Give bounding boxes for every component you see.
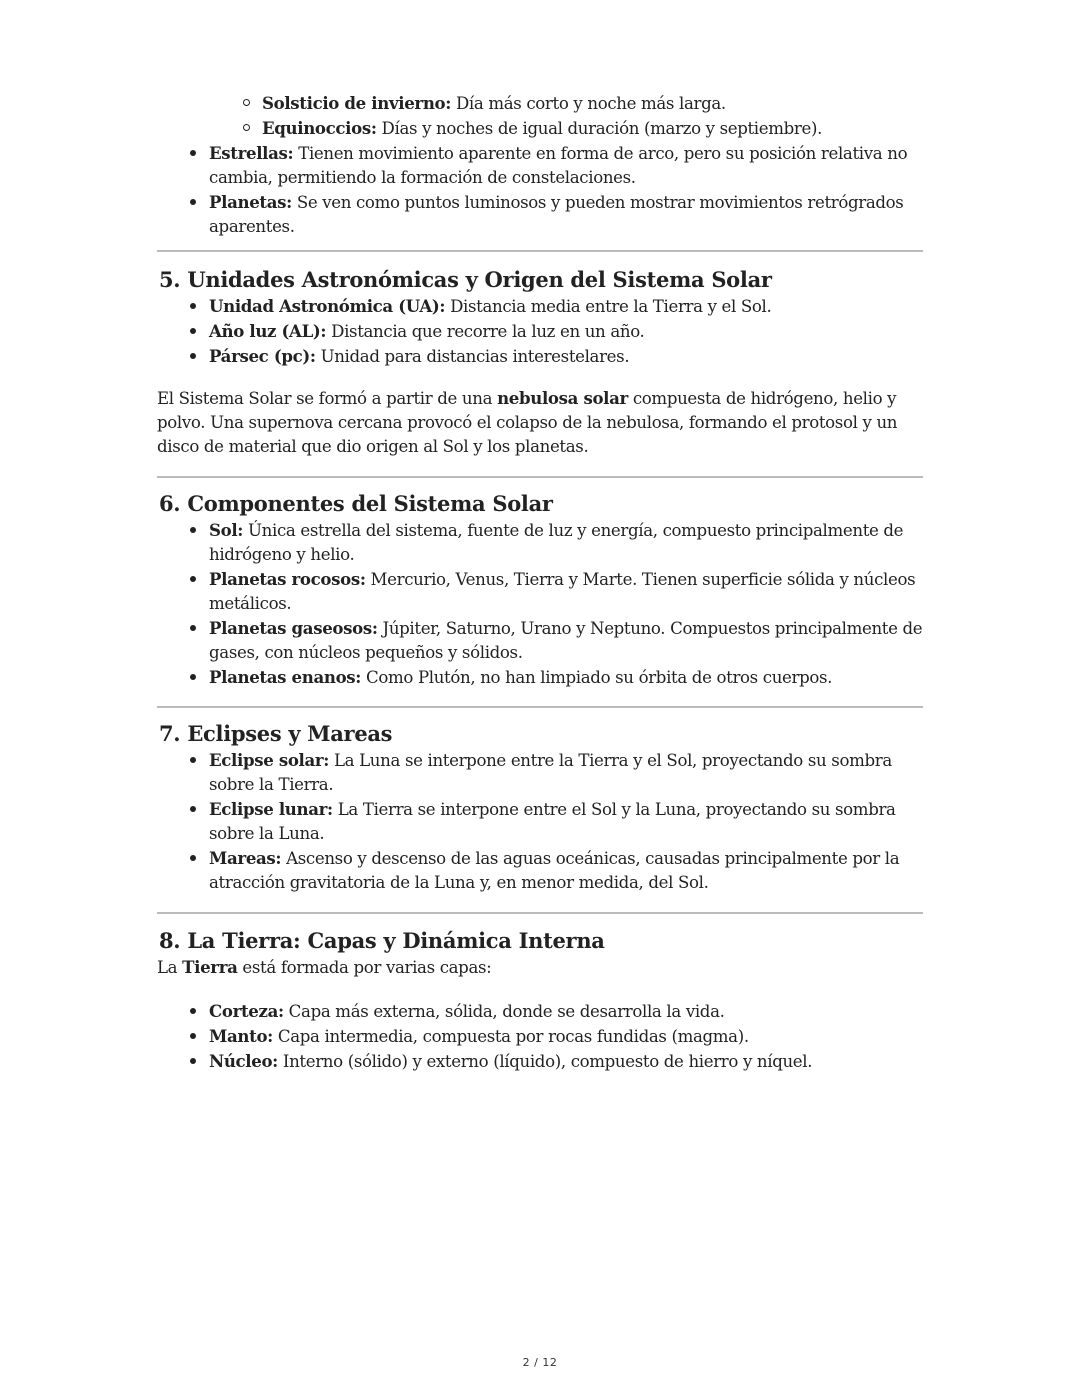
definition: Ascenso y descenso de las aguas oceánicas, causadas principalmente por la atracción gravitatoria de la Luna y, en menor medida, del Sol. bbox=[209, 849, 900, 892]
section-5 bbox=[157, 266, 927, 459]
definition: Se ven como puntos luminosos y pueden mostrar movimientos retrógrados aparentes. bbox=[209, 193, 904, 236]
bold-text: nebulosa solar bbox=[497, 388, 628, 408]
section-heading: 5. Unidades Astronómicas y Origen del Sistema Solar bbox=[159, 267, 772, 292]
term: Mareas: bbox=[209, 848, 282, 868]
term: Sol: bbox=[209, 520, 244, 540]
text: La bbox=[157, 958, 183, 977]
list-item bbox=[157, 319, 927, 344]
term: Eclipse solar: bbox=[209, 750, 330, 770]
paragraph bbox=[157, 955, 927, 980]
definition: Interno (sólido) y externo (líquido), compuesto de hierro y níquel. bbox=[277, 1052, 813, 1071]
definition: Capa más externa, sólida, donde se desarrolla la vida. bbox=[283, 1002, 725, 1021]
list-item bbox=[157, 567, 927, 616]
term: Núcleo: bbox=[209, 1051, 278, 1071]
section-heading: 7. Eclipses y Mareas bbox=[159, 721, 393, 746]
divider bbox=[157, 476, 923, 478]
definition: Distancia que recorre la luz en un año. bbox=[326, 322, 645, 341]
list-item bbox=[157, 665, 927, 690]
list-item bbox=[157, 797, 927, 846]
list-item bbox=[157, 616, 927, 665]
list-item bbox=[157, 1024, 927, 1049]
section-6 bbox=[157, 490, 927, 690]
definition: Distancia media entre la Tierra y el Sol. bbox=[445, 297, 772, 316]
term: Equinoccios: bbox=[262, 118, 377, 138]
text: El Sistema Solar se formó a partir de una bbox=[157, 389, 498, 408]
term: Planetas rocosos: bbox=[209, 569, 366, 589]
list-item bbox=[157, 91, 927, 116]
paragraph bbox=[157, 386, 927, 459]
section-8 bbox=[157, 927, 927, 1074]
list-item bbox=[157, 190, 927, 239]
term: Planetas enanos: bbox=[209, 667, 362, 687]
list-item bbox=[157, 518, 927, 567]
top-list-section bbox=[157, 91, 927, 239]
list-item bbox=[157, 846, 927, 895]
term: Planetas: bbox=[209, 192, 292, 212]
section-7 bbox=[157, 720, 927, 895]
section-heading: 6. Componentes del Sistema Solar bbox=[159, 491, 553, 516]
list-item bbox=[157, 1049, 927, 1074]
text: compuesta de hidrógeno, helio y polvo. Una supernova cercana provocó el colapso de la nebulosa, formando el protosol y un disco de material que dio origen al Sol y los planetas. bbox=[157, 389, 898, 456]
definition: Como Plutón, no han limpiado su órbita de otros cuerpos. bbox=[361, 668, 833, 687]
term: Pársec (pc): bbox=[209, 346, 316, 366]
page-number: 2 / 12 bbox=[522, 1356, 558, 1369]
bullet-list bbox=[157, 294, 927, 369]
list-item bbox=[157, 344, 927, 369]
term: Eclipse lunar: bbox=[209, 799, 333, 819]
definition: Mercurio, Venus, Tierra y Marte. Tienen superficie sólida y núcleos metálicos. bbox=[209, 570, 916, 613]
definition: Tienen movimiento aparente en forma de arco, pero su posición relativa no cambia, permitiendo la formación de constelaciones. bbox=[209, 144, 908, 187]
term: Solsticio de invierno: bbox=[262, 93, 452, 113]
bullet-list bbox=[157, 141, 927, 239]
term: Planetas gaseosos: bbox=[209, 618, 378, 638]
text: está formada por varias capas: bbox=[237, 958, 492, 977]
divider bbox=[157, 706, 923, 708]
list-item bbox=[157, 141, 927, 190]
term: Manto: bbox=[209, 1026, 273, 1046]
definition: Unidad para distancias interestelares. bbox=[315, 347, 630, 366]
term: Año luz (AL): bbox=[209, 321, 327, 341]
section-heading: 8. La Tierra: Capas y Dinámica Interna bbox=[159, 928, 605, 953]
divider bbox=[157, 912, 923, 914]
definition: Capa intermedia, compuesta por rocas fundidas (magma). bbox=[272, 1027, 749, 1046]
definition: Días y noches de igual duración (marzo y septiembre). bbox=[376, 119, 822, 138]
bold-text: Tierra bbox=[182, 957, 238, 977]
list-item bbox=[157, 294, 927, 319]
definition: La Tierra se interpone entre el Sol y la Luna, proyectando su sombra sobre la Luna. bbox=[209, 800, 896, 843]
term: Estrellas: bbox=[209, 143, 294, 163]
term: Corteza: bbox=[209, 1001, 284, 1021]
bullet-list bbox=[157, 518, 927, 690]
term: Unidad Astronómica (UA): bbox=[209, 296, 446, 316]
definition: Única estrella del sistema, fuente de luz y energía, compuesto principalmente de hidrógeno y helio. bbox=[209, 521, 904, 564]
list-item bbox=[157, 116, 927, 141]
definition: Día más corto y noche más larga. bbox=[451, 94, 726, 113]
sub-bullet-list bbox=[157, 91, 927, 141]
list-item bbox=[157, 748, 927, 797]
definition: Júpiter, Saturno, Urano y Neptuno. Compuestos principalmente de gases, con núcleos pequeños y sólidos. bbox=[209, 619, 923, 662]
divider bbox=[157, 250, 923, 252]
bullet-list bbox=[157, 999, 927, 1074]
list-item bbox=[157, 999, 927, 1024]
bullet-list bbox=[157, 748, 927, 895]
definition: La Luna se interpone entre la Tierra y el Sol, proyectando su sombra sobre la Tierra. bbox=[209, 751, 892, 794]
